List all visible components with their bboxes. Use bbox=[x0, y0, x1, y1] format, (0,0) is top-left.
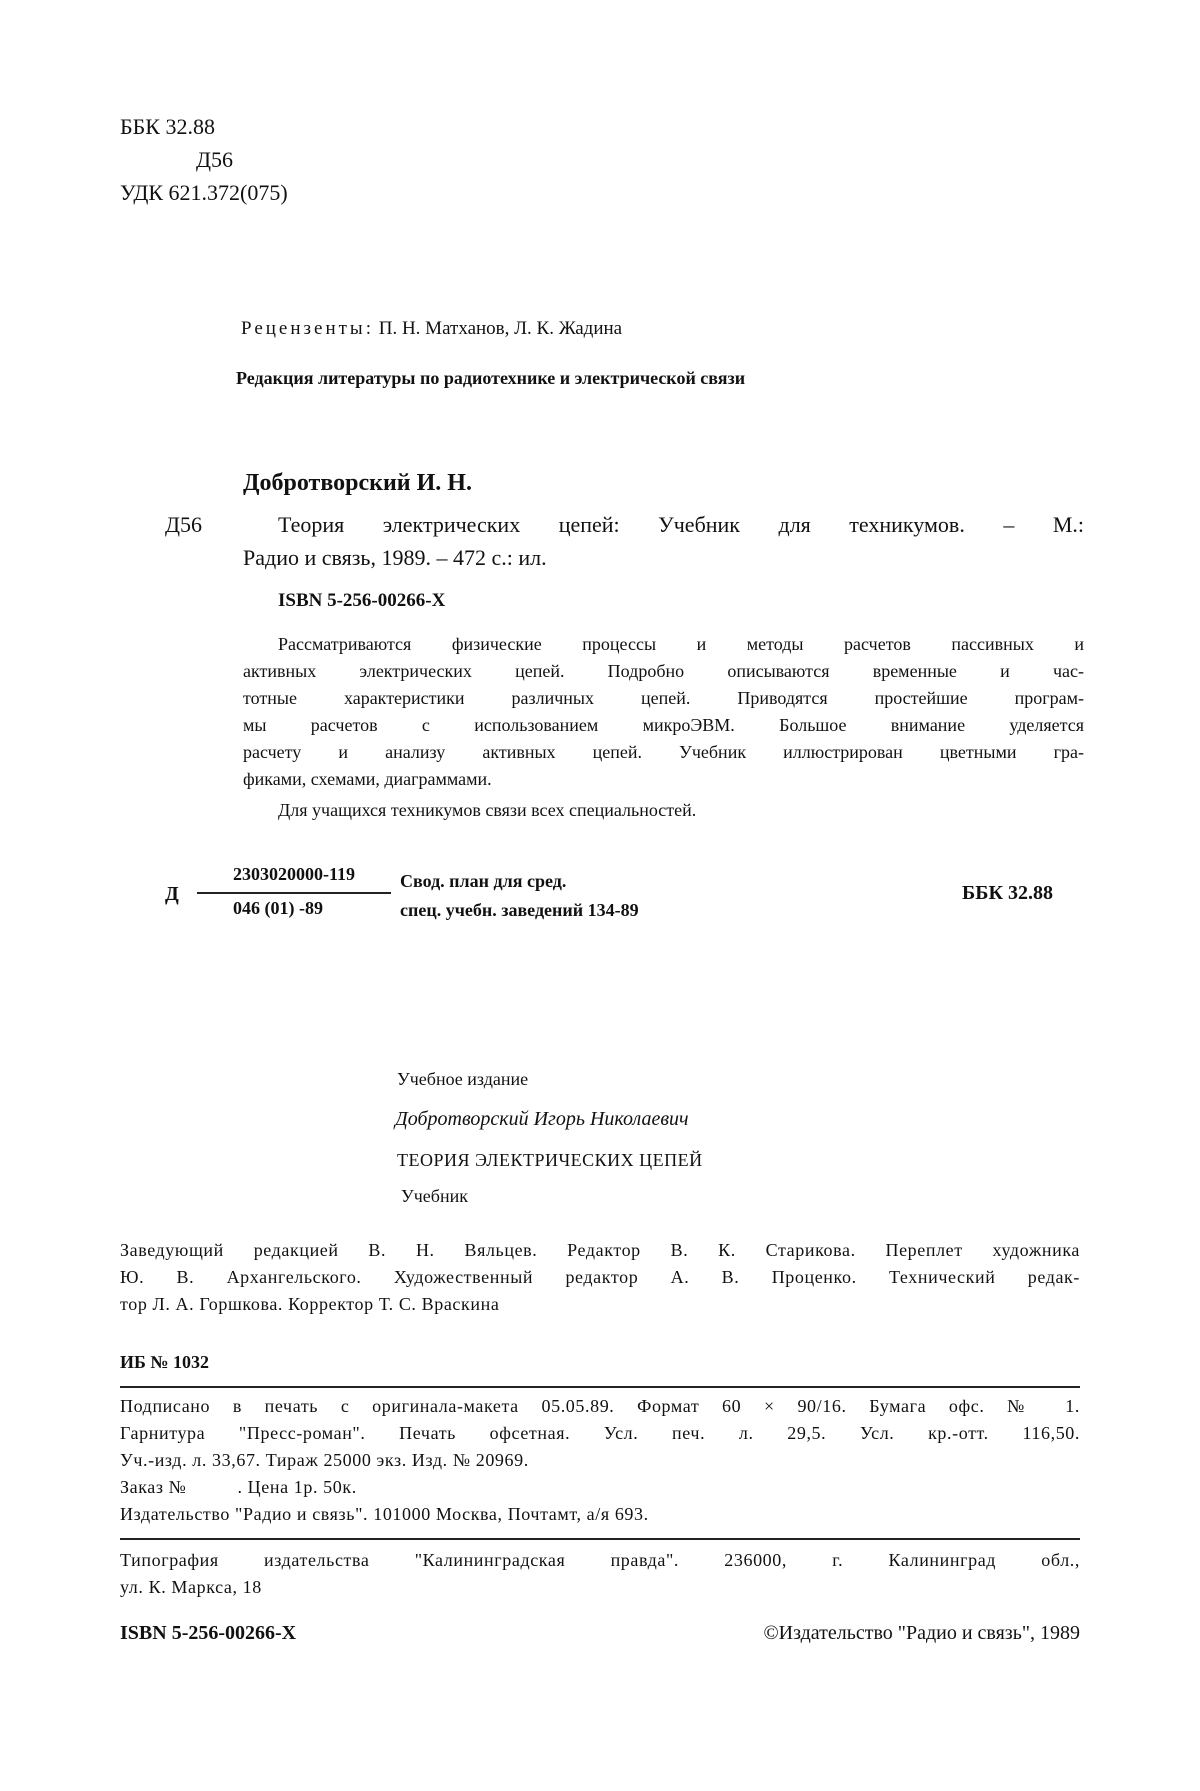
index-denominator: 046 (01) -89 bbox=[233, 898, 323, 918]
catalog-side-code: Д56 bbox=[165, 512, 203, 537]
annotation-line: тотные характеристики различных цепей. Приводятся простейшие програм- bbox=[243, 688, 1084, 708]
catalog-isbn: ISBN 5-256-00266-X bbox=[278, 590, 446, 611]
edition-kind: Учебник bbox=[401, 1186, 468, 1206]
footer-isbn: ISBN 5-256-00266-X bbox=[120, 1622, 297, 1644]
staff-line: тор Л. А. Горшкова. Корректор Т. С. Враскина bbox=[120, 1294, 500, 1314]
staff-line: Заведующий редакцией В. Н. Вяльцев. Редактор В. К. Старикова. Переплет художника bbox=[120, 1240, 1080, 1260]
divider bbox=[120, 1538, 1080, 1540]
author-heading: Добротворский И. Н. bbox=[243, 470, 472, 496]
bbk-code: ББК 32.88 bbox=[120, 114, 215, 139]
imprint-line: Уч.-изд. л. 33,67. Тираж 25000 экз. Изд. № 20969. bbox=[120, 1450, 529, 1470]
reviewers-label: Рецензенты: bbox=[241, 318, 374, 339]
imprint-line: Подписано в печать с оригинала-макета 05.05.89. Формат 60 × 90/16. Бумага офс. № 1. bbox=[120, 1396, 1080, 1416]
annotation-line: активных электрических цепей. Подробно описываются временные и час- bbox=[243, 661, 1084, 681]
catalog-title-line-2: Радио и связь, 1989. – 472 с.: ил. bbox=[243, 545, 547, 570]
reviewers-line bbox=[241, 318, 622, 340]
edition-author-full: Добротворский Игорь Николаевич bbox=[395, 1108, 689, 1130]
printer-line: ул. К. Маркса, 18 bbox=[120, 1577, 262, 1597]
footer-copyright: ©Издательство "Радио и связь", 1989 bbox=[763, 1622, 1080, 1644]
divider bbox=[120, 1386, 1080, 1388]
index-numerator: 2303020000-119 bbox=[232, 864, 355, 884]
imprint-line: Заказ № . Цена 1р. 50к. bbox=[120, 1477, 357, 1497]
udk-code: УДК 621.372(075) bbox=[120, 180, 288, 205]
index-bbk: ББК 32.88 bbox=[962, 882, 1053, 904]
index-letter: Д bbox=[165, 883, 179, 905]
edition-type: Учебное издание bbox=[397, 1069, 529, 1089]
annotation-line: фиками, схемами, диаграммами. bbox=[243, 769, 492, 789]
printer-line: Типография издательства "Калининградская правда". 236000, г. Калининград обл., bbox=[120, 1550, 1080, 1570]
plan-line-2: спец. учебн. заведений 134-89 bbox=[400, 900, 639, 920]
ib-number: ИБ № 1032 bbox=[120, 1352, 209, 1372]
staff-line: Ю. В. Архангельского. Художественный редактор А. В. Проценко. Технический редак- bbox=[120, 1267, 1080, 1287]
edition-title: ТЕОРИЯ ЭЛЕКТРИЧЕСКИХ ЦЕПЕЙ bbox=[397, 1150, 703, 1170]
editorial-office: Редакция литературы по радиотехнике и электрической связи bbox=[236, 368, 746, 388]
author-mark-code: Д56 bbox=[196, 147, 234, 172]
imprint-line: Гарнитура "Пресс-роман". Печать офсетная. Усл. печ. л. 29,5. Усл. кр.-отт. 116,50. bbox=[120, 1423, 1080, 1443]
imprint-line: Издательство "Радио и связь". 101000 Москва, Почтамт, а/я 693. bbox=[120, 1504, 649, 1524]
reviewers-names: П. Н. Матханов, Л. К. Жадина bbox=[378, 318, 623, 339]
plan-line-1: Свод. план для сред. bbox=[400, 871, 567, 891]
annotation-line: мы расчетов с использованием микроЭВМ. Большое внимание уделяется bbox=[243, 715, 1084, 735]
annotation-audience: Для учащихся техникумов связи всех специальностей. bbox=[278, 800, 697, 820]
annotation-line: расчету и анализу активных цепей. Учебник иллюстрирован цветными гра- bbox=[243, 742, 1084, 762]
catalog-title-line-1: Теория электрических цепей: Учебник для техникумов. – М.: bbox=[278, 512, 1084, 537]
fraction-divider bbox=[197, 892, 391, 894]
annotation-line: Рассматриваются физические процессы и методы расчетов пассивных и bbox=[278, 634, 1084, 654]
